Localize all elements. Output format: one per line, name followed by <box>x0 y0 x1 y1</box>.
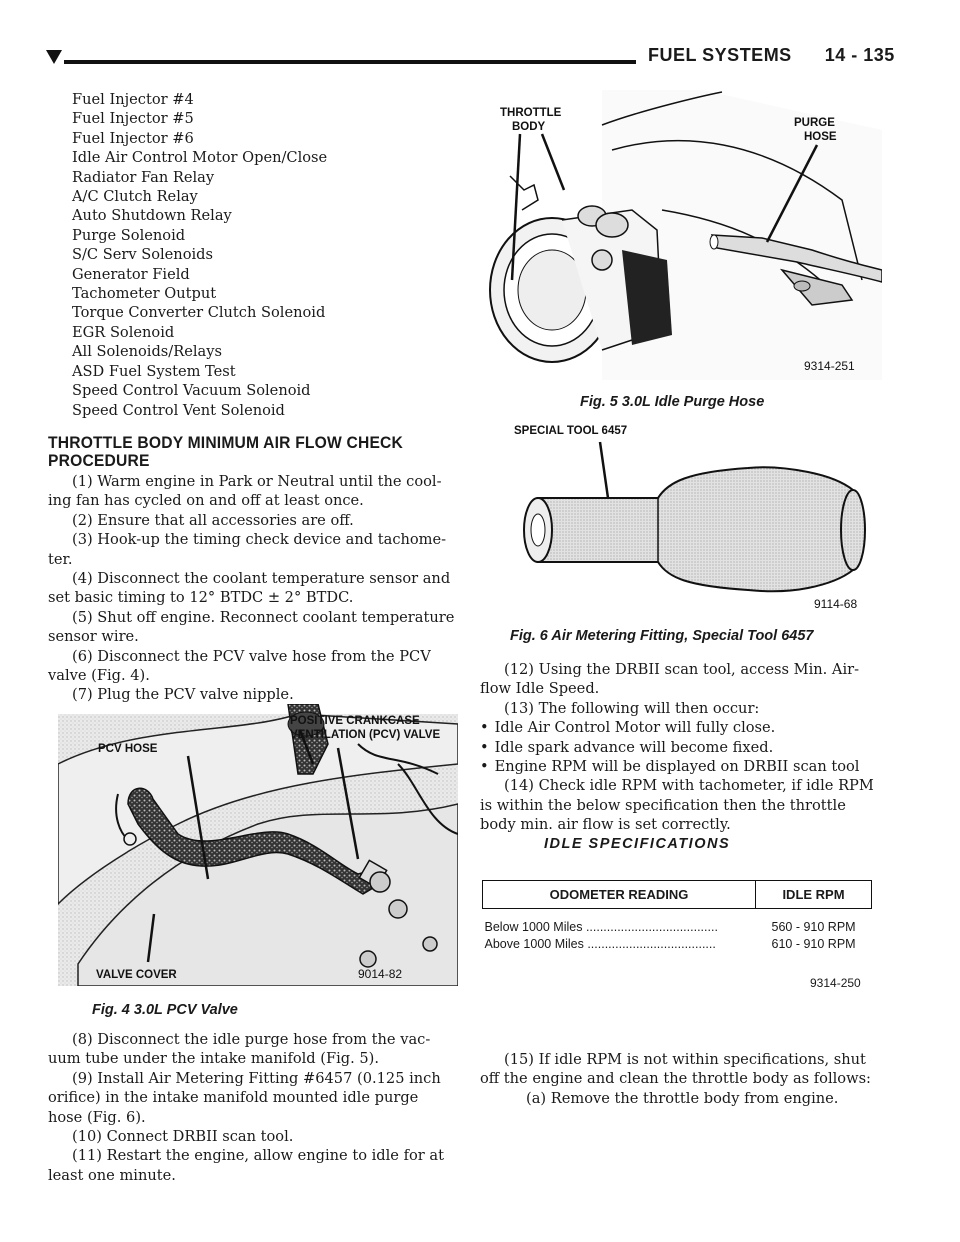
step-15: (15) If idle RPM is not within specifications, shut <box>504 1051 866 1068</box>
fig5-purge-hose-illustration <box>482 90 882 380</box>
page-number: 14 - 135 <box>824 45 895 65</box>
fig4-label-valve-cover: VALVE COVER <box>96 969 177 981</box>
odometer-cell: Above 1000 Miles ..................................... <box>484 937 716 951</box>
step-5: (5) Shut off engine. Reconnect coolant temperature <box>72 608 455 626</box>
col-idle-rpm: IDLE RPM <box>756 881 872 909</box>
list-item: Auto Shutdown Relay <box>72 207 232 225</box>
step-1: (1) Warm engine in Park or Neutral until the cool- <box>72 472 442 490</box>
fig6-label-tool: SPECIAL TOOL 6457 <box>514 425 628 437</box>
list-item: Speed Control Vent Solenoid <box>72 401 285 419</box>
fig5-label-purge-2: HOSE <box>804 131 837 143</box>
fig5-label-purge-1: PURGE <box>794 117 835 129</box>
list-item: Tachometer Output <box>72 285 217 303</box>
list-item: Radiator Fan Relay <box>72 168 215 186</box>
list-item: A/C Clutch Relay <box>72 188 198 206</box>
fig6-caption: Fig. 6 Air Metering Fitting, Special Tool 6457 <box>510 628 814 644</box>
list-item: Fuel Injector #6 <box>72 129 194 147</box>
fig5-label-throttle-2: BODY <box>512 121 546 133</box>
idle-spec-title: IDLE SPECIFICATIONS <box>544 836 731 852</box>
fig4-label-pcv-valve-2: VENTILATION (PCV) VALVE <box>290 729 441 741</box>
step-6-cont: valve (Fig. 4). <box>48 666 150 684</box>
step-1-cont: ing fan has cycled on and off at least once. <box>48 492 364 510</box>
list-item: Torque Converter Clutch Solenoid <box>72 304 326 322</box>
idle-spec-table <box>482 880 872 953</box>
step-8-cont: uum tube under the intake manifold (Fig. 5). <box>48 1050 380 1068</box>
step-8: (8) Disconnect the idle purge hose from the vac- <box>72 1031 431 1048</box>
list-item: Generator Field <box>72 265 190 283</box>
step-13: (13) The following will then occur: <box>504 699 760 717</box>
step-4: (4) Disconnect the coolant temperature sensor and <box>72 569 451 587</box>
list-item: Idle Air Control Motor Open/Close <box>72 149 328 167</box>
col-odometer-reading: ODOMETER READING <box>483 881 756 909</box>
procedure-steps-1 <box>48 472 458 705</box>
fig6-special-tool-illustration <box>508 420 888 620</box>
step-5-cont: sensor wire. <box>48 628 139 646</box>
header-triangle-icon <box>46 50 62 64</box>
rpm-cell: 610 - 910 RPM <box>771 937 856 951</box>
list-item: Speed Control Vacuum Solenoid <box>72 382 311 400</box>
fig5-label-throttle-1: THROTTLE <box>500 107 562 119</box>
step-14-cont: is within the below specification then the throttle <box>480 796 846 814</box>
step-12: (12) Using the DRBII scan tool, access Min. Air- <box>504 661 860 678</box>
rpm-cell: 560 - 910 RPM <box>771 920 856 934</box>
page-header <box>648 45 895 66</box>
step-14-cont-2: body min. air flow is set correctly. <box>480 816 731 834</box>
header-rule <box>64 60 636 64</box>
section-name: FUEL SYSTEMS <box>648 45 792 65</box>
fig4-code: 9014-82 <box>358 967 403 981</box>
fig4-label-pcv-hose: PCV HOSE <box>98 743 158 755</box>
fig4-label-pcv-valve-1: POSITIVE CRANKCASE <box>290 715 420 727</box>
fig5-code: 9314-251 <box>804 359 855 373</box>
step-4-cont: set basic timing to 12° BTDC ± 2° BTDC. <box>48 589 354 607</box>
step-12-cont: flow Idle Speed. <box>480 680 600 698</box>
step-3-cont: ter. <box>48 550 73 568</box>
list-item: Fuel Injector #4 <box>72 91 194 108</box>
step-11: (11) Restart the engine, allow engine to idle for at <box>72 1147 444 1165</box>
list-item: S/C Serv Solenoids <box>72 246 213 264</box>
idle-spec-code: 9314-250 <box>810 976 861 990</box>
step-11-cont: least one minute. <box>48 1166 176 1184</box>
list-item: Fuel Injector #5 <box>72 110 194 128</box>
fig4-caption: Fig. 4 3.0L PCV Valve <box>92 1002 238 1018</box>
step-3: (3) Hook-up the timing check device and tachome- <box>72 531 447 549</box>
step-14: (14) Check idle RPM with tachometer, if idle RPM <box>504 777 874 795</box>
bullet-3: • Engine RPM will be displayed on DRBII scan tool <box>480 757 900 776</box>
step-2: (2) Ensure that all accessories are off. <box>72 511 354 529</box>
section-title: THROTTLE BODY MINIMUM AIR FLOW CHECK PROCEDURE <box>48 432 404 470</box>
list-item: ASD Fuel System Test <box>72 362 236 380</box>
step-7: (7) Plug the PCV valve nipple. <box>72 686 294 704</box>
step-15-cont: off the engine and clean the throttle body as follows: <box>480 1070 871 1088</box>
step-6: (6) Disconnect the PCV valve hose from the PCV <box>72 647 431 665</box>
procedure-steps-2 <box>48 1030 458 1185</box>
test-list <box>48 90 458 420</box>
step-10: (10) Connect DRBII scan tool. <box>72 1128 294 1146</box>
fig5-caption: Fig. 5 3.0L Idle Purge Hose <box>580 394 765 410</box>
fig4-pcv-valve-illustration <box>58 704 458 986</box>
table-row <box>483 936 872 953</box>
step-9-cont-2: hose (Fig. 6). <box>48 1108 146 1126</box>
list-item: Purge Solenoid <box>72 226 186 244</box>
bullet-1: • Idle Air Control Motor will fully close. <box>480 718 900 737</box>
procedure-steps-4 <box>480 1050 900 1108</box>
step-15a: (a) Remove the throttle body from engine. <box>526 1089 839 1107</box>
procedure-steps-3 <box>480 660 900 835</box>
list-item: All Solenoids/Relays <box>72 343 222 361</box>
table-row <box>483 919 872 936</box>
odometer-cell: Below 1000 Miles ...................................... <box>484 920 718 934</box>
step-9: (9) Install Air Metering Fitting #6457 (0.125 inch <box>72 1069 441 1087</box>
list-item: EGR Solenoid <box>72 323 175 341</box>
fig6-code: 9114-68 <box>814 597 858 611</box>
left-column <box>48 90 458 705</box>
step-9-cont: orifice) in the intake manifold mounted idle purge <box>48 1089 419 1107</box>
bullet-2: • Idle spark advance will become fixed. <box>480 738 900 757</box>
